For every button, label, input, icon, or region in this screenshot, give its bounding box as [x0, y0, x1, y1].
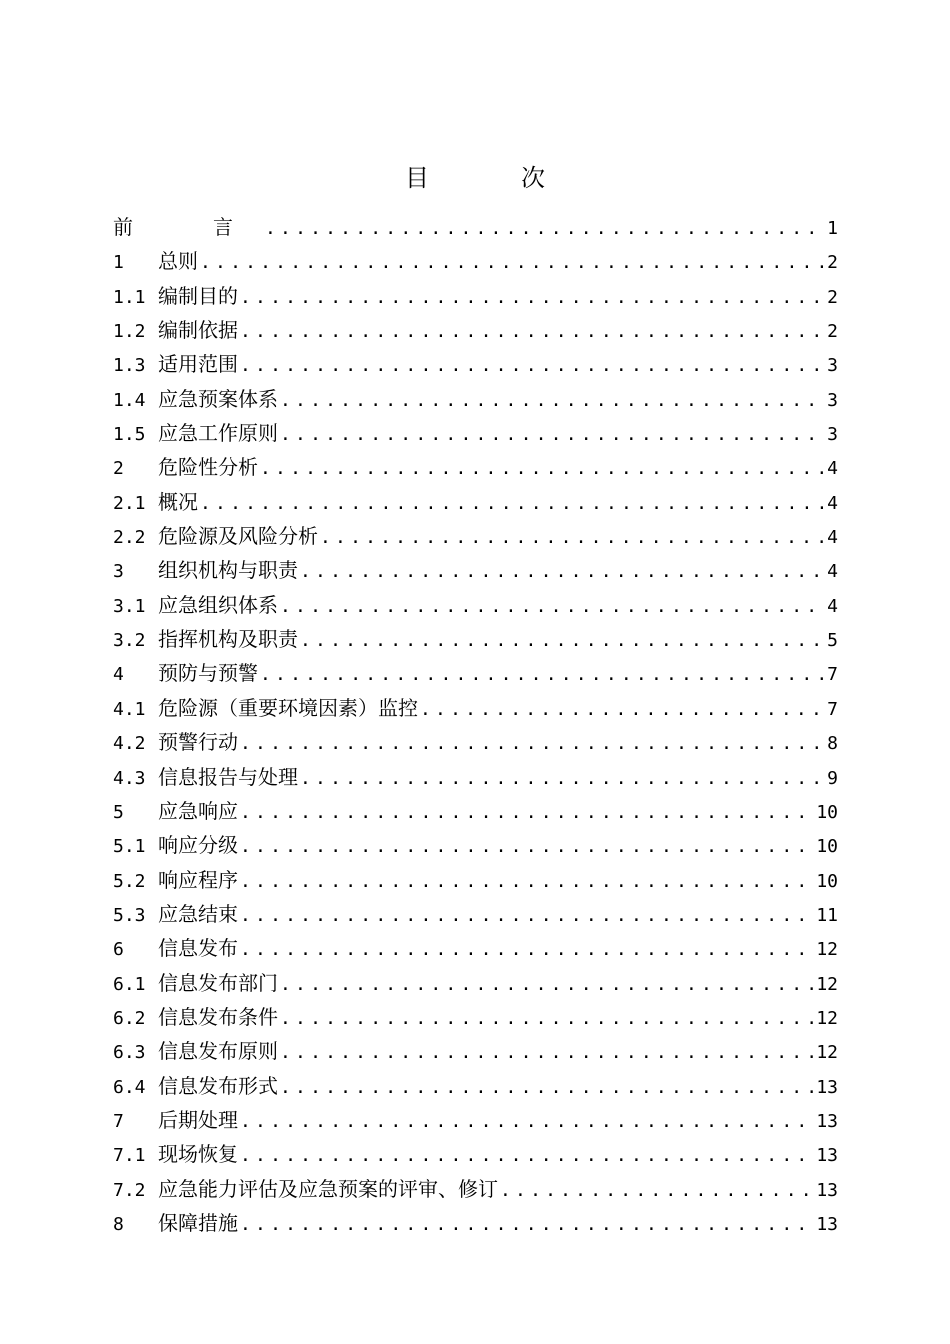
- toc-entry-label: 总则: [158, 249, 198, 274]
- toc-entry[interactable]: [113, 210, 838, 244]
- toc-entry[interactable]: [113, 313, 838, 347]
- toc-entry[interactable]: [113, 519, 838, 553]
- toc-leader-dots: [200, 487, 825, 521]
- toc-entry-number: 6.1: [113, 973, 146, 995]
- toc-entry[interactable]: [113, 1137, 838, 1171]
- toc-entry-label: 后期处理: [158, 1107, 238, 1132]
- toc-leader-dots: [240, 1139, 814, 1173]
- toc-entry-page: 10: [816, 870, 838, 892]
- toc-entry-label: 信息发布部门: [158, 970, 278, 995]
- toc-entry-page: 7: [827, 698, 838, 720]
- toc-entry-number: 1.1: [113, 286, 146, 308]
- toc-entry-number: 2.2: [113, 527, 146, 549]
- toc-entry[interactable]: [113, 863, 838, 897]
- toc-entry[interactable]: [113, 622, 838, 656]
- toc-entry-label: 响应分级: [158, 833, 238, 858]
- toc-entry-number: 5.2: [113, 870, 146, 892]
- toc-leader-dots: [280, 1071, 814, 1105]
- toc-entry-label: 响应程序: [158, 867, 238, 892]
- toc-entry[interactable]: [113, 828, 838, 862]
- toc-entry-page: 13: [816, 1213, 838, 1235]
- toc-leader-dots: [420, 693, 825, 727]
- toc-entry-label: 信息发布条件: [158, 1004, 278, 1029]
- toc-entry-number: 1.5: [113, 424, 146, 446]
- toc-entry-number: 6.2: [113, 1007, 146, 1029]
- toc-entry[interactable]: [113, 691, 838, 725]
- toc-title: 目 次: [405, 164, 579, 192]
- toc-entry[interactable]: [113, 725, 838, 759]
- toc-entry-number: 3.2: [113, 630, 146, 652]
- toc-entry-label: 应急组织体系: [158, 592, 278, 617]
- toc-entry-page: 10: [816, 836, 838, 858]
- toc-entry[interactable]: [113, 279, 838, 313]
- toc-entry[interactable]: [113, 1000, 838, 1034]
- toc-leader-dots: [240, 315, 825, 349]
- toc-leader-dots: [240, 899, 814, 933]
- toc-entry-number: 6: [113, 939, 124, 961]
- toc-entry-label: 预防与预警: [158, 661, 258, 686]
- toc-entry-page: 4: [827, 595, 838, 617]
- toc-entry-label: 前 言: [113, 215, 263, 239]
- toc-entry[interactable]: [113, 794, 838, 828]
- toc-entry[interactable]: [113, 897, 838, 931]
- toc-entry-label: 危险源（重要环境因素）监控: [158, 695, 418, 720]
- toc-entry-number: 5.1: [113, 836, 146, 858]
- toc-leader-dots: [265, 212, 825, 246]
- toc-entry-label: 信息报告与处理: [158, 764, 298, 789]
- toc-entry-label: 应急响应: [158, 798, 238, 823]
- toc-entry-page: 12: [816, 939, 838, 961]
- toc-leader-dots: [240, 281, 825, 315]
- toc-entry-label: 编制依据: [158, 318, 238, 343]
- toc-entry-label: 指挥机构及职责: [158, 627, 298, 652]
- toc-entry-number: 7.2: [113, 1179, 146, 1201]
- toc-entry[interactable]: [113, 416, 838, 450]
- toc-entry-number: 6.4: [113, 1076, 146, 1098]
- toc-entry-label: 预警行动: [158, 730, 238, 755]
- toc-entry-page: 4: [827, 527, 838, 549]
- toc-entry-page: 12: [816, 1042, 838, 1064]
- toc-entry-page: 3: [827, 355, 838, 377]
- toc-entry-label: 应急预案体系: [158, 386, 278, 411]
- toc-entry-label: 信息发布: [158, 936, 238, 961]
- toc-entry[interactable]: [113, 931, 838, 965]
- toc-entry-page: 4: [827, 458, 838, 480]
- toc-entry-page: 2: [827, 286, 838, 308]
- toc-entry-page: 4: [827, 561, 838, 583]
- toc-entry[interactable]: [113, 1206, 838, 1240]
- toc-entry-label: 危险源及风险分析: [158, 524, 318, 549]
- toc-entry-label: 概况: [158, 489, 198, 514]
- toc-entry-label: 应急能力评估及应急预案的评审、修订: [158, 1176, 498, 1201]
- toc-leader-dots: [280, 1036, 814, 1070]
- toc-entry-number: 4.1: [113, 698, 146, 720]
- toc-leader-dots: [300, 762, 825, 796]
- toc-leader-dots: [260, 452, 825, 486]
- toc-leader-dots: [240, 349, 825, 383]
- toc-entry-number: 3: [113, 561, 124, 583]
- toc-entry-page: 4: [827, 492, 838, 514]
- toc-entry-number: 7.1: [113, 1145, 146, 1167]
- toc-entry-label: 信息发布原则: [158, 1039, 278, 1064]
- toc-leader-dots: [280, 968, 814, 1002]
- toc-entry-label: 组织机构与职责: [158, 558, 298, 583]
- toc-entry[interactable]: [113, 656, 838, 690]
- toc-entry[interactable]: [113, 760, 838, 794]
- toc-entry[interactable]: [113, 244, 838, 278]
- toc-entry-page: 3: [827, 424, 838, 446]
- toc-entry-number: 4: [113, 664, 124, 686]
- toc-leader-dots: [240, 865, 814, 899]
- toc-leader-dots: [240, 830, 814, 864]
- toc-leader-dots: [260, 658, 825, 692]
- toc-entry-number: 5: [113, 801, 124, 823]
- toc-entry[interactable]: [113, 1172, 838, 1206]
- toc-entry-page: 7: [827, 664, 838, 686]
- toc-entry-label: 应急工作原则: [158, 421, 278, 446]
- toc-entry-page: 9: [827, 767, 838, 789]
- toc-entry-page: 13: [816, 1076, 838, 1098]
- toc-leader-dots: [300, 624, 825, 658]
- toc-entry[interactable]: [113, 1034, 838, 1068]
- toc-entry-page: 13: [816, 1110, 838, 1132]
- toc-leader-dots: [240, 796, 814, 830]
- toc-entry[interactable]: [113, 347, 838, 381]
- toc-entry-page: 8: [827, 733, 838, 755]
- toc-entry[interactable]: [113, 553, 838, 587]
- toc-entry-number: 1.2: [113, 321, 146, 343]
- toc-entry-number: 4.2: [113, 733, 146, 755]
- toc-entry-page: 13: [816, 1145, 838, 1167]
- toc-entry-number: 3.1: [113, 595, 146, 617]
- toc-entry-number: 1: [113, 252, 124, 274]
- toc-leader-dots: [500, 1174, 814, 1208]
- toc-entry[interactable]: [113, 1069, 838, 1103]
- toc-entry-page: 3: [827, 389, 838, 411]
- toc-entry-number: 5.3: [113, 904, 146, 926]
- toc-leader-dots: [240, 1208, 814, 1242]
- toc-entry-page: 11: [816, 904, 838, 926]
- toc-leader-dots: [280, 1002, 814, 1036]
- toc-entry-label: 应急结束: [158, 901, 238, 926]
- toc-entry[interactable]: [113, 485, 838, 519]
- toc-entry[interactable]: [113, 1103, 838, 1137]
- toc-entry-page: 2: [827, 252, 838, 274]
- toc-entry-number: 7: [113, 1110, 124, 1132]
- toc-leader-dots: [280, 384, 825, 418]
- toc-entry-number: 2.1: [113, 492, 146, 514]
- toc-entry-label: 危险性分析: [158, 455, 258, 480]
- toc-entry-page: 13: [816, 1179, 838, 1201]
- toc-entry-label: 保障措施: [158, 1210, 238, 1235]
- toc-entry-label: 适用范围: [158, 352, 238, 377]
- toc-entry-label: 编制目的: [158, 283, 238, 308]
- toc-leader-dots: [200, 246, 825, 280]
- toc-leader-dots: [300, 555, 825, 589]
- toc-entry-page: 5: [827, 630, 838, 652]
- toc-entry-number: 4.3: [113, 767, 146, 789]
- toc-entry[interactable]: [113, 588, 838, 622]
- toc-entry-label: 信息发布形式: [158, 1073, 278, 1098]
- toc-leader-dots: [320, 521, 825, 555]
- toc-entry-number: 6.3: [113, 1042, 146, 1064]
- toc-entry-page: 1: [827, 218, 838, 239]
- toc-entry-number: 2: [113, 458, 124, 480]
- toc-entry[interactable]: [113, 966, 838, 1000]
- toc-entry-number: 1.3: [113, 355, 146, 377]
- toc-entry-page: 12: [816, 973, 838, 995]
- toc-entry-page: 10: [816, 801, 838, 823]
- toc-list: [113, 210, 838, 1240]
- toc-leader-dots: [240, 727, 825, 761]
- toc-leader-dots: [240, 1105, 814, 1139]
- toc-entry-number: 1.4: [113, 389, 146, 411]
- toc-leader-dots: [240, 933, 814, 967]
- toc-entry[interactable]: [113, 382, 838, 416]
- toc-entry-number: 8: [113, 1213, 124, 1235]
- toc-entry-page: 12: [816, 1007, 838, 1029]
- toc-entry[interactable]: [113, 450, 838, 484]
- toc-leader-dots: [280, 590, 825, 624]
- toc-leader-dots: [280, 418, 825, 452]
- toc-entry-label: 现场恢复: [158, 1142, 238, 1167]
- toc-entry-page: 2: [827, 321, 838, 343]
